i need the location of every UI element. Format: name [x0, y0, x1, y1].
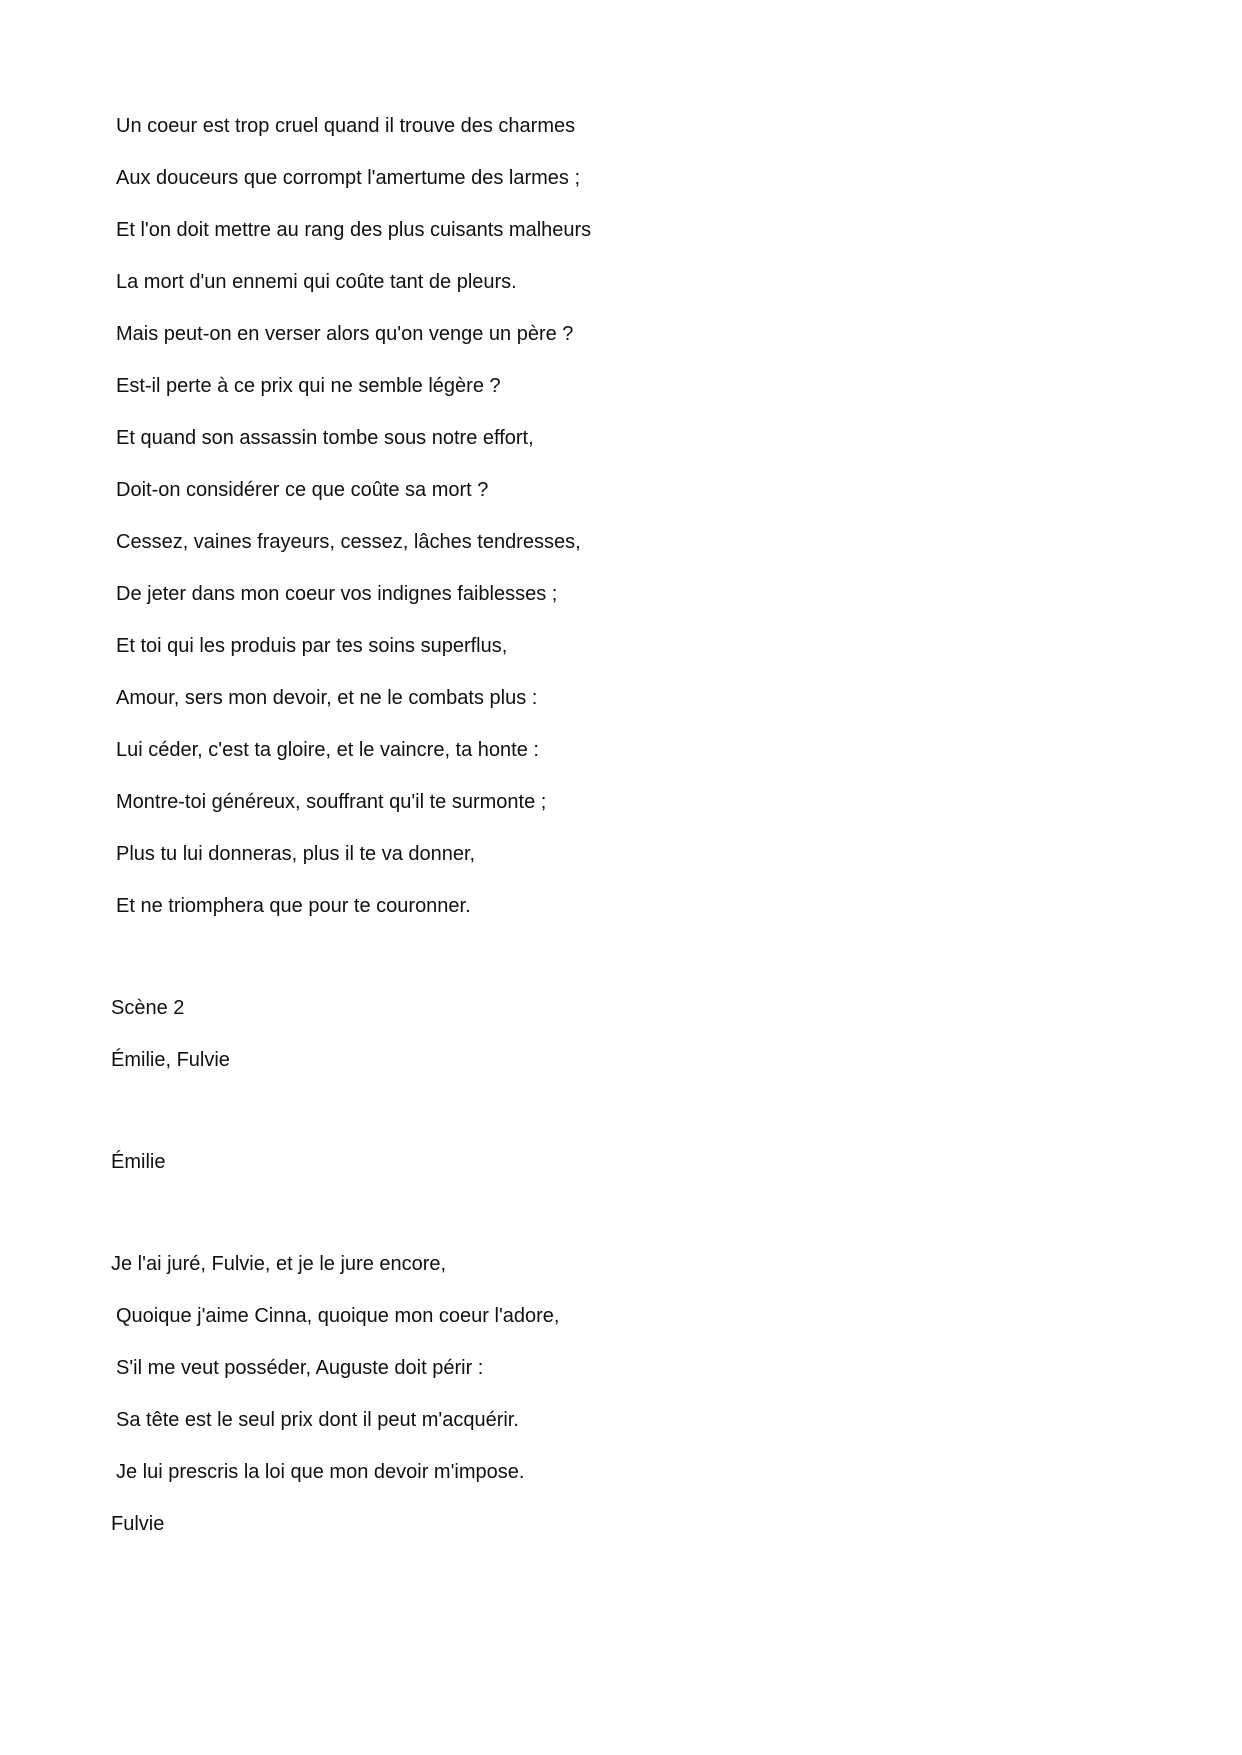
- verse-line: Je lui prescris la loi que mon devoir m'impose.: [116, 1461, 525, 1483]
- verse-line: Plus tu lui donneras, plus il te va donner,: [116, 843, 476, 865]
- verse-line: Et quand son assassin tombe sous notre effort,: [116, 427, 534, 449]
- verse-line: Amour, sers mon devoir, et ne le combats plus :: [116, 687, 538, 709]
- verse-line: De jeter dans mon coeur vos indignes faiblesses ;: [116, 583, 558, 605]
- verse-line: Mais peut-on en verser alors qu'on venge un père ?: [116, 323, 574, 345]
- verse-line: S'il me veut posséder, Auguste doit périr :: [116, 1357, 484, 1379]
- scene-title: Scène 2: [111, 997, 185, 1019]
- verse-line: Doit-on considérer ce que coûte sa mort ?: [116, 479, 489, 501]
- verse-line: Et l'on doit mettre au rang des plus cuisants malheurs: [116, 219, 592, 241]
- speaker-name: Fulvie: [111, 1513, 165, 1535]
- speaker-name: Émilie: [111, 1151, 166, 1173]
- scene-characters: Émilie, Fulvie: [111, 1049, 230, 1071]
- verse-line: Est-il perte à ce prix qui ne semble légère ?: [116, 375, 501, 397]
- verse-line: Et toi qui les produis par tes soins superflus,: [116, 635, 508, 657]
- verse-line: La mort d'un ennemi qui coûte tant de pleurs.: [116, 271, 517, 293]
- verse-line: Je l'ai juré, Fulvie, et je le jure encore,: [111, 1253, 447, 1275]
- verse-line: Aux douceurs que corrompt l'amertume des larmes ;: [116, 167, 581, 189]
- verse-line: Quoique j'aime Cinna, quoique mon coeur l'adore,: [116, 1305, 560, 1327]
- verse-line: Montre-toi généreux, souffrant qu'il te surmonte ;: [116, 791, 547, 813]
- verse-line: Cessez, vaines frayeurs, cessez, lâches tendresses,: [116, 531, 581, 553]
- verse-line: Lui céder, c'est ta gloire, et le vaincre, ta honte :: [116, 739, 539, 761]
- verse-line: Et ne triomphera que pour te couronner.: [116, 895, 471, 917]
- verse-line: Sa tête est le seul prix dont il peut m'acquérir.: [116, 1409, 519, 1431]
- verse-line: Un coeur est trop cruel quand il trouve des charmes: [116, 115, 576, 137]
